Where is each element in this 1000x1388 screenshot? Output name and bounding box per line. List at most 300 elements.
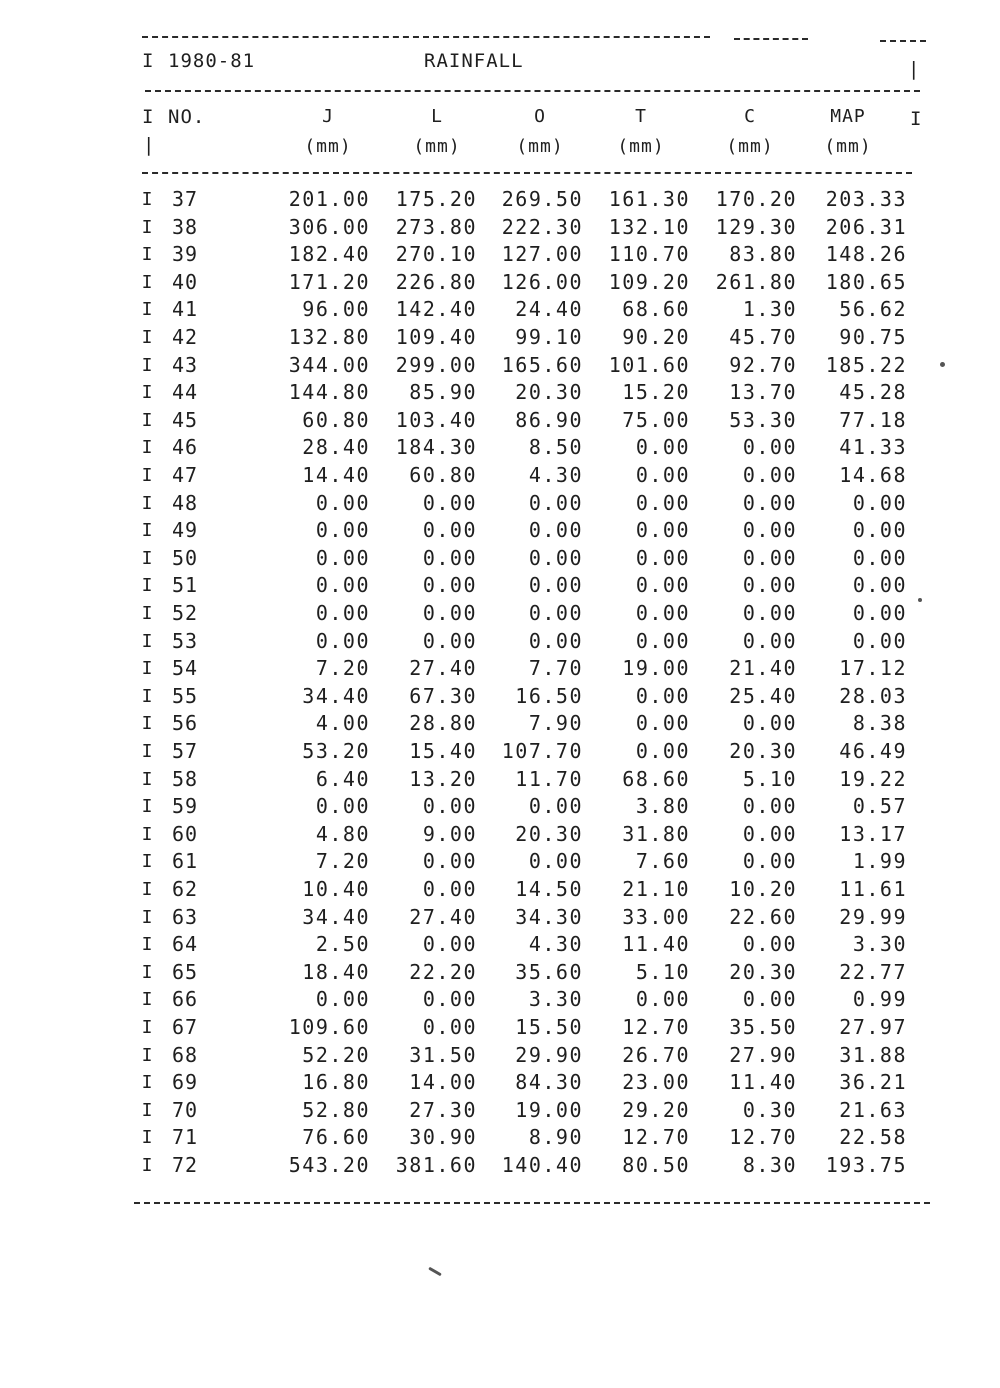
- table-cell: 222.30: [501, 214, 583, 239]
- table-cell: 0.00: [742, 628, 797, 653]
- table-cell: 3.30: [528, 987, 583, 1012]
- table-cell: 0.00: [635, 545, 690, 570]
- table-cell: 21.40: [729, 656, 797, 681]
- table-cell: 0.00: [635, 739, 690, 763]
- table-cell: 34.30: [515, 904, 583, 929]
- table-cell: 22.58: [839, 1125, 907, 1150]
- table-cell: 4.00: [315, 711, 370, 736]
- station-number: 43: [172, 352, 199, 377]
- table-cell: 148.26: [825, 242, 907, 267]
- table-cell: 0.00: [422, 490, 477, 515]
- station-number: 49: [172, 518, 199, 543]
- table-cell: 33.00: [622, 904, 690, 929]
- table-cell: 60.80: [302, 407, 370, 432]
- table-cell: 10.40: [302, 877, 370, 901]
- table-cell: 261.80: [715, 269, 797, 294]
- table-cell: 31.88: [839, 1042, 907, 1067]
- table-cell: 23.00: [622, 1070, 690, 1095]
- header-left-bar: I: [142, 106, 155, 128]
- table-cell: 8.38: [852, 711, 907, 736]
- table-cell: 1.30: [742, 297, 797, 322]
- station-number: 53: [172, 628, 199, 653]
- row-border-bar: I: [141, 354, 153, 376]
- table-cell: 7.70: [528, 656, 583, 681]
- table-cell: 20.30: [515, 821, 583, 846]
- table-cell: 107.70: [501, 739, 583, 763]
- table-cell: 0.00: [742, 601, 797, 625]
- header-bottom-rule: [142, 172, 912, 174]
- table-cell: 206.31: [825, 214, 907, 239]
- table-cell: 0.00: [742, 711, 797, 736]
- table-cell: 109.20: [608, 269, 690, 294]
- table-cell: 20.30: [729, 959, 797, 984]
- table-cell: 17.12: [839, 656, 907, 681]
- table-cell: 28.40: [302, 435, 370, 460]
- table-cell: 27.90: [729, 1042, 797, 1067]
- table-cell: 27.30: [409, 1097, 477, 1122]
- row-border-bar: I: [141, 382, 153, 404]
- header-right-bar: I: [910, 108, 923, 130]
- table-cell: 96.00: [302, 297, 370, 322]
- station-number: 63: [172, 904, 199, 929]
- column-header-unit: (mm): [726, 136, 774, 157]
- table-cell: 344.00: [288, 352, 370, 377]
- page-title: RAINFALL: [424, 50, 524, 72]
- table-cell: 14.50: [515, 877, 583, 901]
- table-cell: 0.00: [742, 545, 797, 570]
- table-cell: 0.00: [635, 518, 690, 543]
- table-cell: 16.80: [302, 1070, 370, 1095]
- row-border-bar: I: [141, 492, 153, 514]
- table-cell: 2.50: [315, 932, 370, 957]
- station-number: 52: [172, 601, 199, 625]
- table-cell: 0.00: [422, 1015, 477, 1039]
- table-cell: 68.60: [622, 297, 690, 322]
- table-cell: 28.80: [409, 711, 477, 736]
- column-header-name: C: [744, 106, 756, 127]
- table-cell: 0.00: [422, 877, 477, 901]
- station-number: 57: [172, 739, 199, 763]
- left-border-bar: I: [142, 50, 155, 72]
- table-cell: 34.40: [302, 683, 370, 708]
- station-number: 70: [172, 1097, 199, 1122]
- table-cell: 0.00: [635, 628, 690, 653]
- table-cell: 12.70: [622, 1015, 690, 1039]
- row-border-bar: I: [141, 685, 153, 707]
- table-cell: 0.00: [422, 849, 477, 874]
- station-number: 46: [172, 435, 199, 460]
- table-cell: 84.30: [515, 1070, 583, 1095]
- table-cell: 77.18: [839, 407, 907, 432]
- table-cell: 85.90: [409, 380, 477, 405]
- table-cell: 161.30: [608, 187, 690, 211]
- table-cell: 0.00: [852, 545, 907, 570]
- table-cell: 5.10: [635, 959, 690, 984]
- table-cell: 4.30: [528, 932, 583, 957]
- table-cell: 126.00: [501, 269, 583, 294]
- table-cell: 19.00: [515, 1097, 583, 1122]
- table-cell: 13.20: [409, 766, 477, 791]
- row-border-bar: I: [141, 768, 153, 790]
- table-cell: 184.30: [395, 435, 477, 460]
- row-border-bar: I: [141, 575, 153, 597]
- station-number: 51: [172, 573, 199, 598]
- table-cell: 0.00: [742, 932, 797, 957]
- column-header-name: MAP: [830, 106, 866, 127]
- table-cell: 34.40: [302, 904, 370, 929]
- table-cell: 0.00: [852, 628, 907, 653]
- row-border-bar: I: [141, 989, 153, 1011]
- table-cell: 25.40: [729, 683, 797, 708]
- table-cell: 0.00: [528, 518, 583, 543]
- table-cell: 0.00: [422, 573, 477, 598]
- table-cell: 193.75: [825, 1153, 907, 1177]
- table-cell: 19.00: [622, 656, 690, 681]
- table-cell: 5.10: [742, 766, 797, 791]
- table-cell: 0.00: [635, 435, 690, 460]
- row-border-bar: I: [141, 879, 153, 900]
- station-number: 61: [172, 849, 199, 874]
- year-label: 1980-81: [168, 50, 256, 72]
- table-cell: 7.90: [528, 711, 583, 736]
- station-number: 62: [172, 877, 199, 901]
- table-cell: 15.20: [622, 380, 690, 405]
- table-cell: 175.20: [395, 187, 477, 211]
- table-cell: 27.97: [839, 1015, 907, 1039]
- row-border-bar: I: [141, 603, 153, 624]
- table-cell: 109.40: [395, 325, 477, 349]
- table-cell: 6.40: [315, 766, 370, 791]
- row-border-bar: I: [141, 327, 153, 348]
- table-cell: 46.49: [839, 739, 907, 763]
- table-cell: 110.70: [608, 242, 690, 267]
- table-cell: 22.20: [409, 959, 477, 984]
- table-cell: 90.20: [622, 325, 690, 349]
- header-left-bar-2: |: [143, 134, 156, 156]
- table-cell: 270.10: [395, 242, 477, 267]
- table-cell: 99.10: [515, 325, 583, 349]
- table-cell: 0.99: [852, 987, 907, 1012]
- row-border-bar: I: [141, 1072, 153, 1094]
- table-cell: 22.60: [729, 904, 797, 929]
- column-header-unit: (mm): [413, 136, 461, 157]
- table-cell: 0.00: [742, 518, 797, 543]
- table-cell: 31.50: [409, 1042, 477, 1067]
- column-header-unit: (mm): [516, 136, 564, 157]
- row-border-bar: I: [141, 547, 153, 569]
- table-cell: 15.50: [515, 1015, 583, 1039]
- table-cell: 52.80: [302, 1097, 370, 1122]
- station-number: 48: [172, 490, 199, 515]
- row-border-bar: I: [141, 906, 153, 928]
- table-cell: 90.75: [839, 325, 907, 349]
- station-number: 40: [172, 269, 199, 294]
- table-cell: 0.00: [742, 490, 797, 515]
- table-cell: 0.00: [635, 573, 690, 598]
- table-cell: 180.65: [825, 269, 907, 294]
- table-cell: 0.00: [528, 573, 583, 598]
- scan-speck: [940, 362, 945, 367]
- table-cell: 53.20: [302, 739, 370, 763]
- table-cell: 15.40: [409, 739, 477, 763]
- table-cell: 11.70: [515, 766, 583, 791]
- row-border-bar: I: [141, 465, 153, 486]
- table-cell: 0.00: [635, 463, 690, 487]
- table-cell: 170.20: [715, 187, 797, 211]
- table-cell: 0.00: [635, 683, 690, 708]
- row-border-bar: I: [141, 271, 153, 293]
- table-cell: 0.00: [315, 490, 370, 515]
- table-cell: 27.40: [409, 904, 477, 929]
- row-border-bar: I: [141, 961, 153, 983]
- row-border-bar: I: [141, 630, 153, 652]
- row-border-bar: I: [141, 520, 153, 542]
- table-cell: 24.40: [515, 297, 583, 322]
- table-cell: 12.70: [622, 1125, 690, 1150]
- station-number: 47: [172, 463, 199, 487]
- table-cell: 127.00: [501, 242, 583, 267]
- table-cell: 299.00: [395, 352, 477, 377]
- station-number: 45: [172, 407, 199, 432]
- table-cell: 20.30: [729, 739, 797, 763]
- station-number: 65: [172, 959, 199, 984]
- table-cell: 101.60: [608, 352, 690, 377]
- bottom-rule: [134, 1202, 930, 1204]
- table-cell: 60.80: [409, 463, 477, 487]
- table-cell: 0.00: [422, 518, 477, 543]
- station-number: 50: [172, 545, 199, 570]
- table-cell: 67.30: [409, 683, 477, 708]
- table-cell: 0.00: [742, 849, 797, 874]
- table-cell: 45.28: [839, 380, 907, 405]
- table-cell: 41.33: [839, 435, 907, 460]
- scan-speck: [918, 598, 922, 602]
- table-cell: 26.70: [622, 1042, 690, 1067]
- table-cell: 140.40: [501, 1153, 583, 1177]
- table-cell: 29.20: [622, 1097, 690, 1122]
- table-cell: 0.00: [422, 987, 477, 1012]
- table-cell: 0.00: [742, 463, 797, 487]
- row-border-bar: I: [141, 934, 153, 956]
- top-rule-far-right: [880, 40, 926, 42]
- table-cell: 56.62: [839, 297, 907, 322]
- table-cell: 11.40: [729, 1070, 797, 1095]
- table-cell: 0.00: [315, 794, 370, 819]
- table-cell: 68.60: [622, 766, 690, 791]
- row-border-bar: I: [141, 1099, 153, 1121]
- table-cell: 103.40: [395, 407, 477, 432]
- table-cell: 0.00: [528, 628, 583, 653]
- table-cell: 29.90: [515, 1042, 583, 1067]
- table-cell: 132.80: [288, 325, 370, 349]
- row-border-bar: I: [141, 823, 153, 845]
- table-cell: 0.00: [528, 490, 583, 515]
- table-cell: 27.40: [409, 656, 477, 681]
- table-cell: 21.63: [839, 1097, 907, 1122]
- station-number: 58: [172, 766, 199, 791]
- row-border-bar: I: [141, 299, 153, 321]
- table-cell: 1.99: [852, 849, 907, 874]
- table-cell: 0.00: [528, 601, 583, 625]
- table-cell: 0.00: [852, 573, 907, 598]
- table-cell: 132.10: [608, 214, 690, 239]
- table-cell: 11.40: [622, 932, 690, 957]
- table-cell: 0.00: [528, 545, 583, 570]
- table-cell: 14.00: [409, 1070, 477, 1095]
- table-cell: 306.00: [288, 214, 370, 239]
- table-cell: 28.03: [839, 683, 907, 708]
- table-cell: 381.60: [395, 1153, 477, 1177]
- table-cell: 273.80: [395, 214, 477, 239]
- table-cell: 80.50: [622, 1153, 690, 1177]
- row-border-bar: I: [141, 713, 153, 735]
- row-border-bar: I: [141, 741, 153, 762]
- station-number: 55: [172, 683, 199, 708]
- table-cell: 16.50: [515, 683, 583, 708]
- table-cell: 13.17: [839, 821, 907, 846]
- table-cell: 0.00: [422, 794, 477, 819]
- table-cell: 13.70: [729, 380, 797, 405]
- table-cell: 269.50: [501, 187, 583, 211]
- table-cell: 0.00: [852, 601, 907, 625]
- table-cell: 35.60: [515, 959, 583, 984]
- table-cell: 31.80: [622, 821, 690, 846]
- table-cell: 0.00: [742, 573, 797, 598]
- station-number: 41: [172, 297, 199, 322]
- table-cell: 21.10: [622, 877, 690, 901]
- table-cell: 7.20: [315, 849, 370, 874]
- row-border-bar: I: [141, 1017, 153, 1038]
- table-cell: 0.00: [742, 821, 797, 846]
- row-border-bar: I: [141, 1155, 153, 1176]
- table-cell: 543.20: [288, 1153, 370, 1177]
- table-cell: 14.68: [839, 463, 907, 487]
- table-cell: 3.80: [635, 794, 690, 819]
- table-cell: 0.00: [852, 490, 907, 515]
- table-cell: 0.00: [315, 518, 370, 543]
- no-column-header: NO.: [168, 106, 206, 128]
- table-cell: 0.00: [528, 849, 583, 874]
- table-cell: 8.90: [528, 1125, 583, 1150]
- table-cell: 109.60: [288, 1015, 370, 1039]
- row-border-bar: I: [141, 796, 153, 818]
- table-cell: 182.40: [288, 242, 370, 267]
- station-number: 37: [172, 187, 199, 211]
- table-cell: 20.30: [515, 380, 583, 405]
- table-cell: 129.30: [715, 214, 797, 239]
- row-border-bar: I: [141, 851, 153, 873]
- row-border-bar: I: [141, 216, 153, 238]
- top-rule-right: [734, 38, 808, 40]
- table-cell: 22.77: [839, 959, 907, 984]
- table-cell: 171.20: [288, 269, 370, 294]
- station-number: 39: [172, 242, 199, 267]
- table-cell: 0.00: [315, 573, 370, 598]
- station-number: 68: [172, 1042, 199, 1067]
- table-cell: 185.22: [825, 352, 907, 377]
- table-cell: 19.22: [839, 766, 907, 791]
- table-cell: 3.30: [852, 932, 907, 957]
- table-cell: 0.00: [315, 601, 370, 625]
- table-cell: 30.90: [409, 1125, 477, 1150]
- table-cell: 142.40: [395, 297, 477, 322]
- table-cell: 4.30: [528, 463, 583, 487]
- table-cell: 53.30: [729, 407, 797, 432]
- station-number: 71: [172, 1125, 199, 1150]
- row-border-bar: I: [141, 244, 153, 266]
- table-cell: 226.80: [395, 269, 477, 294]
- table-cell: 165.60: [501, 352, 583, 377]
- table-cell: 0.00: [635, 711, 690, 736]
- right-border-bar: |: [908, 58, 921, 80]
- table-cell: 76.60: [302, 1125, 370, 1150]
- table-cell: 52.20: [302, 1042, 370, 1067]
- table-cell: 0.00: [635, 490, 690, 515]
- table-cell: 12.70: [729, 1125, 797, 1150]
- table-cell: 0.00: [635, 601, 690, 625]
- station-number: 69: [172, 1070, 199, 1095]
- table-cell: 11.61: [839, 877, 907, 901]
- table-cell: 0.00: [422, 932, 477, 957]
- table-cell: 10.20: [729, 877, 797, 901]
- table-cell: 0.00: [742, 987, 797, 1012]
- table-cell: 144.80: [288, 380, 370, 405]
- station-number: 59: [172, 794, 199, 819]
- station-number: 64: [172, 932, 199, 957]
- column-header-unit: (mm): [617, 136, 665, 157]
- table-cell: 0.57: [852, 794, 907, 819]
- row-border-bar: I: [141, 658, 153, 680]
- row-border-bar: I: [141, 1127, 153, 1149]
- table-cell: 0.00: [635, 987, 690, 1012]
- column-header-name: L: [431, 106, 443, 127]
- row-border-bar: I: [141, 189, 153, 210]
- table-cell: 7.20: [315, 656, 370, 681]
- table-cell: 0.00: [315, 545, 370, 570]
- table-cell: 0.00: [422, 628, 477, 653]
- station-number: 72: [172, 1153, 199, 1177]
- column-header-name: J: [322, 106, 334, 127]
- station-number: 66: [172, 987, 199, 1012]
- station-number: 54: [172, 656, 199, 681]
- table-cell: 83.80: [729, 242, 797, 267]
- header-top-rule: [145, 90, 920, 92]
- table-cell: 9.00: [422, 821, 477, 846]
- column-header-unit: (mm): [304, 136, 352, 157]
- table-cell: 45.70: [729, 325, 797, 349]
- station-number: 42: [172, 325, 199, 349]
- table-cell: 0.00: [422, 545, 477, 570]
- table-cell: 4.80: [315, 821, 370, 846]
- top-rule: [142, 36, 710, 38]
- table-cell: 0.00: [315, 628, 370, 653]
- column-header-name: O: [534, 106, 546, 127]
- table-cell: 0.00: [315, 987, 370, 1012]
- station-number: 44: [172, 380, 199, 405]
- column-header-name: T: [635, 106, 647, 127]
- column-header-unit: (mm): [824, 136, 872, 157]
- table-cell: 75.00: [622, 407, 690, 432]
- table-cell: 0.00: [422, 601, 477, 625]
- table-cell: 29.99: [839, 904, 907, 929]
- table-cell: 7.60: [635, 849, 690, 874]
- scan-speck: [428, 1267, 442, 1277]
- table-cell: 0.00: [528, 794, 583, 819]
- table-cell: 92.70: [729, 352, 797, 377]
- station-number: 56: [172, 711, 199, 736]
- station-number: 38: [172, 214, 199, 239]
- table-cell: 86.90: [515, 407, 583, 432]
